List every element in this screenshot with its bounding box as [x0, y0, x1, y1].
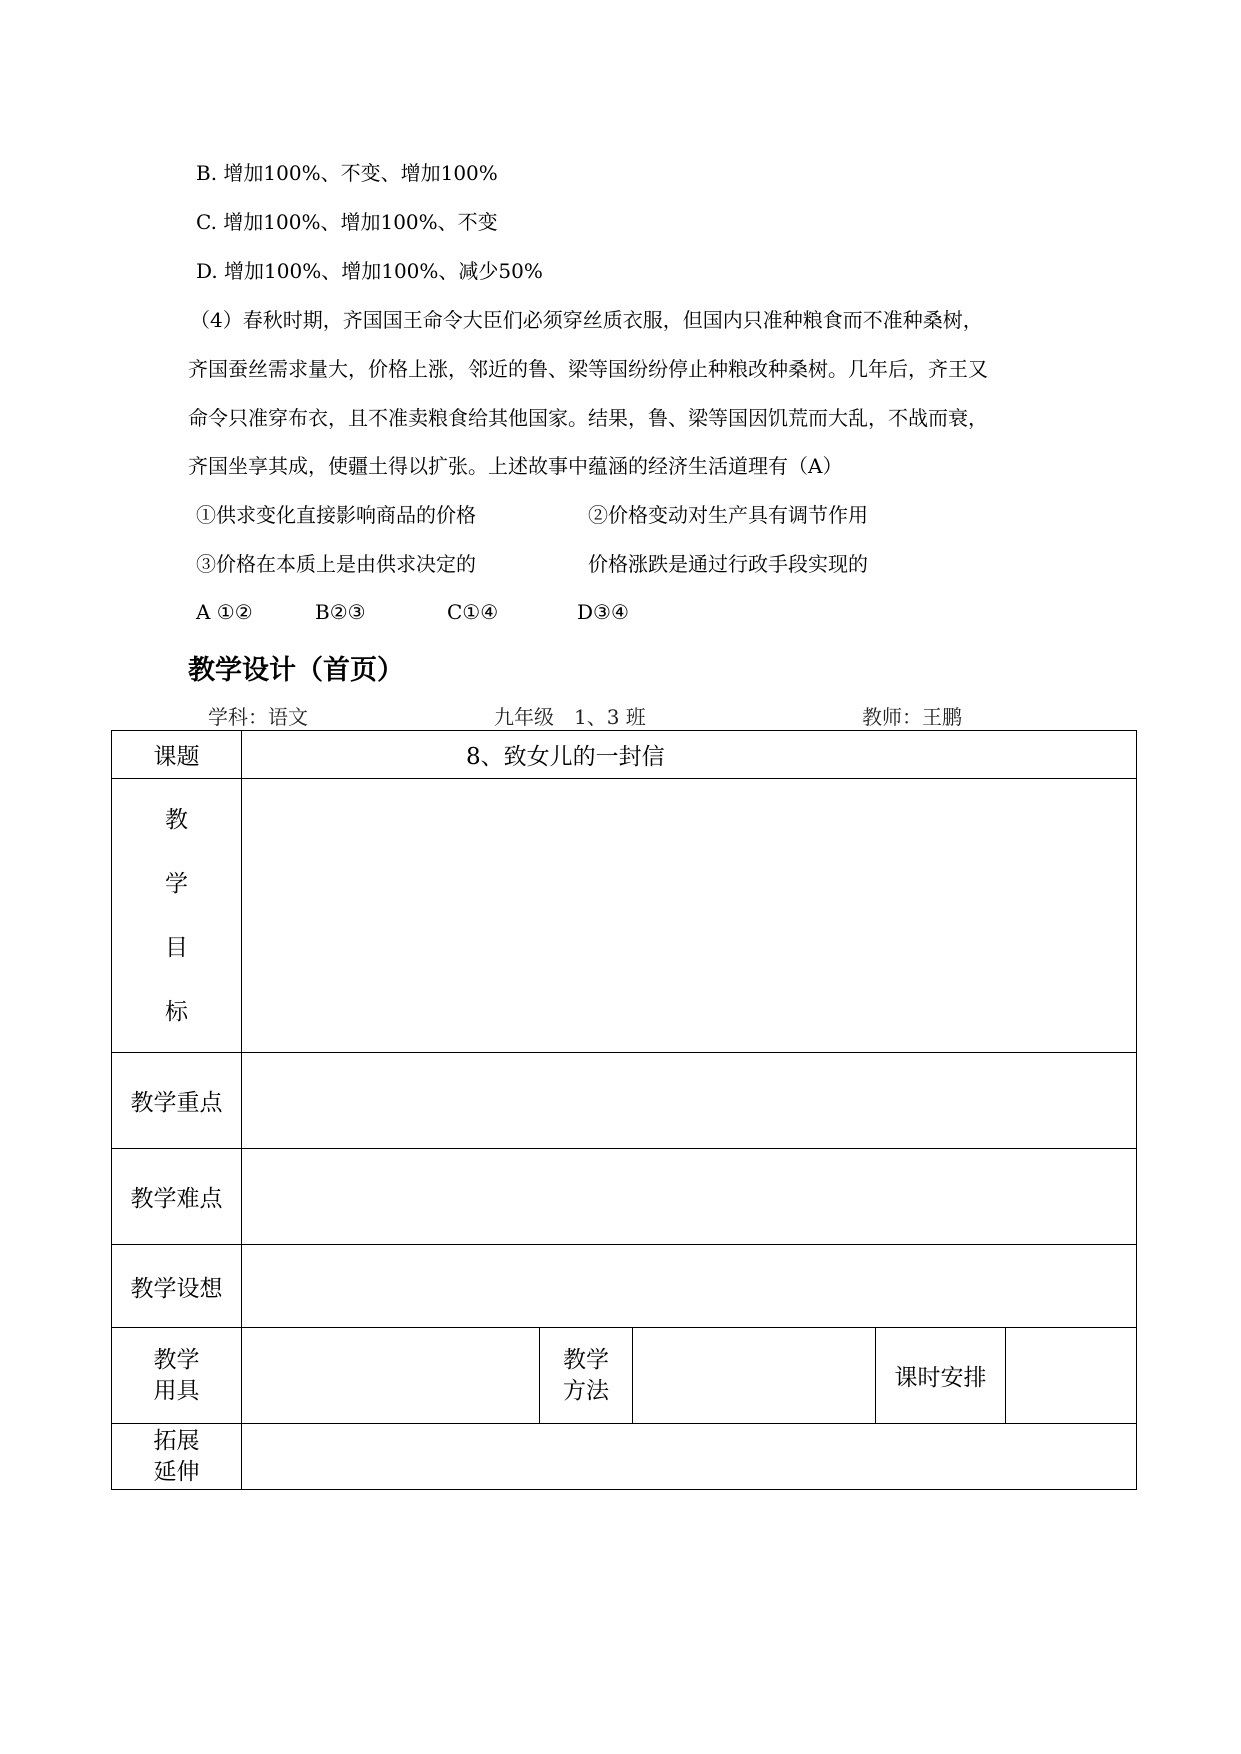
tools-label: [112, 1328, 242, 1424]
option-d: D. 增加100%、增加100%、减少50%: [196, 259, 543, 283]
subject-label: 学科：语文: [208, 705, 308, 729]
answer-b: B②③: [315, 600, 366, 624]
question-4-line-1: （4）春秋时期，齐国国王命令大臣们必须穿丝质衣服，但国内只准种粮食而不准种桑树，: [190, 308, 983, 332]
topic-label: 课题: [112, 731, 242, 779]
statement-4: 价格涨跌是通过行政手段实现的: [588, 552, 868, 576]
option-c: C. 增加100%、增加100%、不变: [196, 210, 498, 234]
statement-3: ③价格在本质上是由供求决定的: [196, 552, 476, 576]
method-label-line-2: 方法: [563, 1377, 609, 1404]
question-4-line-4: 齐国坐享其成，使疆土得以扩张。上述故事中蕴涵的经济生活道理有（A）: [188, 454, 843, 478]
key-points-content[interactable]: [242, 1053, 1137, 1149]
method-content[interactable]: [633, 1328, 876, 1424]
answer-d: D③④: [577, 600, 629, 624]
extend-label: [112, 1424, 242, 1490]
statement-1: ①供求变化直接影响商品的价格: [196, 503, 476, 527]
goal-char-4: 标: [165, 998, 188, 1025]
extend-label-line-2: 延伸: [153, 1458, 200, 1485]
tools-label-line-2: 用具: [153, 1377, 200, 1404]
tools-content[interactable]: [242, 1328, 540, 1424]
method-label: [540, 1328, 633, 1424]
question-4-line-2: 齐国蚕丝需求量大，价格上涨，邻近的鲁、梁等国纷纷停止种粮改种桑树。几年后，齐王又: [188, 357, 988, 381]
goals-content[interactable]: [242, 779, 1137, 1053]
difficulties-content[interactable]: [242, 1149, 1137, 1245]
topic-value-cell: [242, 731, 1137, 779]
ideas-content[interactable]: [242, 1245, 1137, 1328]
ideas-label: 教学设想: [112, 1245, 242, 1328]
schedule-label: 课时安排: [876, 1328, 1006, 1424]
topic-value: 8、致女儿的一封信: [466, 744, 665, 770]
goal-char-1: 教: [165, 806, 188, 833]
goals-label: [112, 779, 242, 1053]
question-4-line-3: 命令只准穿布衣，且不准卖粮食给其他国家。结果，鲁、梁等国因饥荒而大乱，不战而衰，: [188, 406, 988, 430]
answer-a: A ①②: [196, 600, 253, 624]
answer-c: C①④: [447, 600, 499, 624]
difficulties-label: 教学难点: [112, 1149, 242, 1245]
option-b: B. 增加100%、不变、增加100%: [196, 161, 498, 185]
statement-2: ②价格变动对生产具有调节作用: [588, 503, 868, 527]
extend-content[interactable]: [242, 1424, 1137, 1490]
lesson-plan-table: [111, 730, 1137, 1490]
teacher-label: 教师：王鹏: [862, 705, 962, 729]
key-points-label: 教学重点: [112, 1053, 242, 1149]
design-title: 教学设计（首页）: [188, 655, 404, 686]
grade-label: 九年级 1、3 班: [494, 705, 646, 729]
goal-char-3: 目: [165, 934, 188, 961]
extend-label-line-1: 拓展: [153, 1427, 200, 1454]
tools-label-line-1: 教学: [153, 1346, 200, 1373]
method-label-line-1: 教学: [563, 1346, 609, 1373]
goal-char-2: 学: [165, 870, 188, 897]
schedule-content[interactable]: [1006, 1328, 1137, 1424]
